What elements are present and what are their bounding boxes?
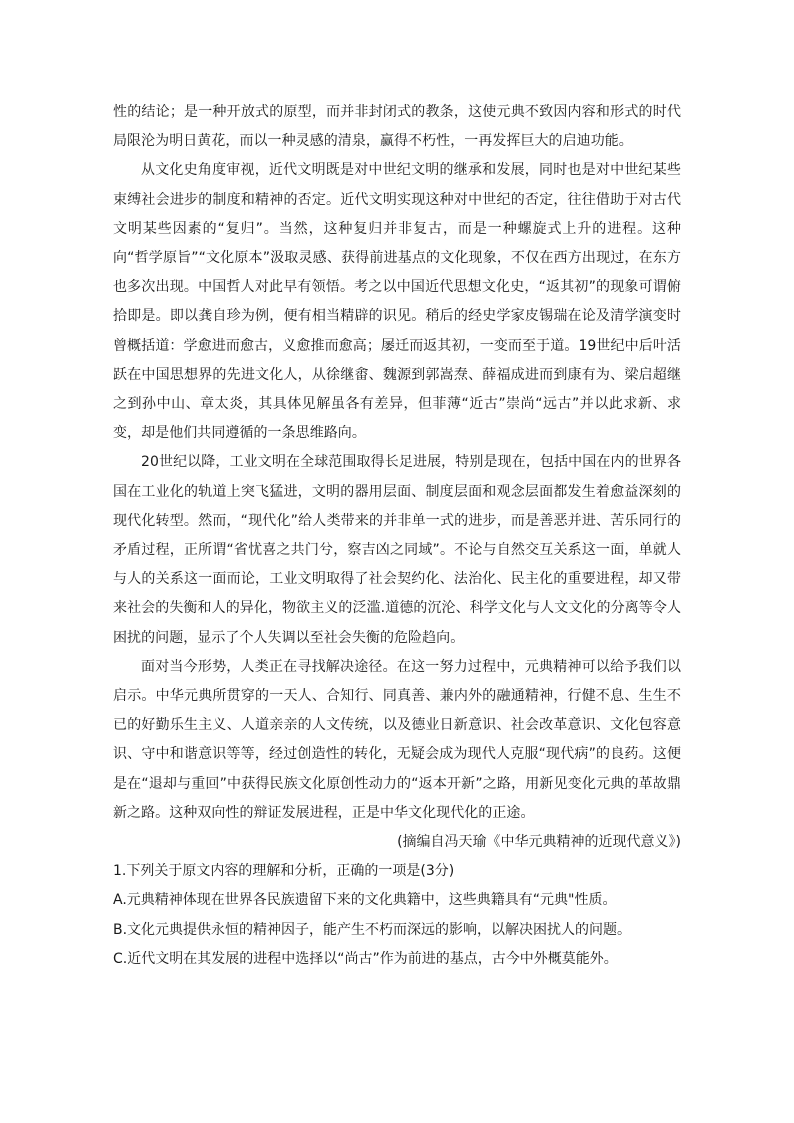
question-stem: 1.下列关于原文内容的理解和分析，正确的一项是(3分) xyxy=(113,863,455,880)
question-option-a: A.元典精神体现在世界各民族遗留下来的文化典籍中，这些典籍具有“元典"性质。 xyxy=(113,892,617,909)
article-paragraph: 20世纪以降，工业文明在全球范围取得长足进展，特别是现在，包括中国在内的世界各国在工业化的轨道上突飞猛进，文明的器用层面、制度层面和观念层面都发生着愈益深刻的现代化转型。然而，“现代化”给人类带来的并非单一式的进步，而是善恶并进、苦乐同行的矛盾过程，正所谓“省忧喜之共门兮，察吉凶之同域”。不论与自然交互关系这一面，单就人与人的关系这一面而论，工业文明取得了社会契约化、法治化、民主化的重要进程，却又带来社会的失衡和人的异化，物欲主义的泛滥.道德的沉沦、科学文化与人文文化的分离等令人困扰的问题，显示了个人失调以至社会失衡的危险趋向。 xyxy=(113,454,681,646)
article-paragraph-continued: 性的结论；是一种开放式的原型，而并非封闭式的教条，这使元典不致因内容和形式的时代局限沦为明日黄花，而以一种灵感的清泉，赢得不朽性，一再发挥巨大的启迪功能。 xyxy=(113,104,681,150)
question-option-b: B.文化元典提供永恒的精神因子，能产生不朽而深远的影响，以解决困扰人的问题。 xyxy=(113,921,632,938)
article-paragraph: 面对当今形势，人类正在寻找解决途径。在这一努力过程中，元典精神可以给予我们以启示。中华元典所贯穿的一天人、合知行、同真善、兼内外的融通精神，行健不息、生生不已的好勤乐生主义、人道亲亲的人文传统，以及德业日新意识、社会改革意识、文化包容意识、守中和谐意识等等，经过创造性的转化，无疑会成为现代人克服“现代病”的良药。这便是在“退却与重回”中获得民族文化原创性动力的“返本开新”之路，用新见变化元典的革故鼎新之路。这种双向性的辩证发展进程，正是中华文化现代化的正途。 xyxy=(113,658,681,821)
article-paragraph: 从文化史角度审视，近代文明既是对中世纪文明的继承和发展，同时也是对中世纪某些束缚社会进步的制度和精神的否定。近代文明实现这种对中世纪的否定，往往借助于对古代文明某些因素的“复归”。当然，这种复归并非复古，而是一种螺旋式上升的进程。这种向“哲学原旨”“文化原本”汲取灵感、获得前进基点的文化现象，不仅在西方出现过，在东方也多次出现。中国哲人对此早有领悟。考之以中国近代思想文化史，“返其初”的现象可谓俯拾即是。即以龚自珍为例，便有相当精辟的识见。稍后的经史学家皮锡瑞在论及清学演变时曾概括道：学愈进而愈古，义愈推而愈高；屡迁而返其初，一变而至于道。19世纪中后叶活跃在中国思想界的先进文化人，从徐继畬、魏源到郭嵩焘、薛福成进而到康有为、梁启超继之到孙中山、章太炎，其具体见解虽各有差异，但菲薄“近古”崇尚“远古”并以此求新、求变，却是他们共同遵循的一条思维路向。 xyxy=(113,162,681,442)
document-page xyxy=(113,98,681,974)
question-option-c: C.近代文明在其发展的进程中选择以“尚古”作为前进的基点，古今中外概莫能外。 xyxy=(113,950,618,967)
article-source: (摘编自冯天瑜《中华元典精神的近现代意义》) xyxy=(397,834,681,851)
